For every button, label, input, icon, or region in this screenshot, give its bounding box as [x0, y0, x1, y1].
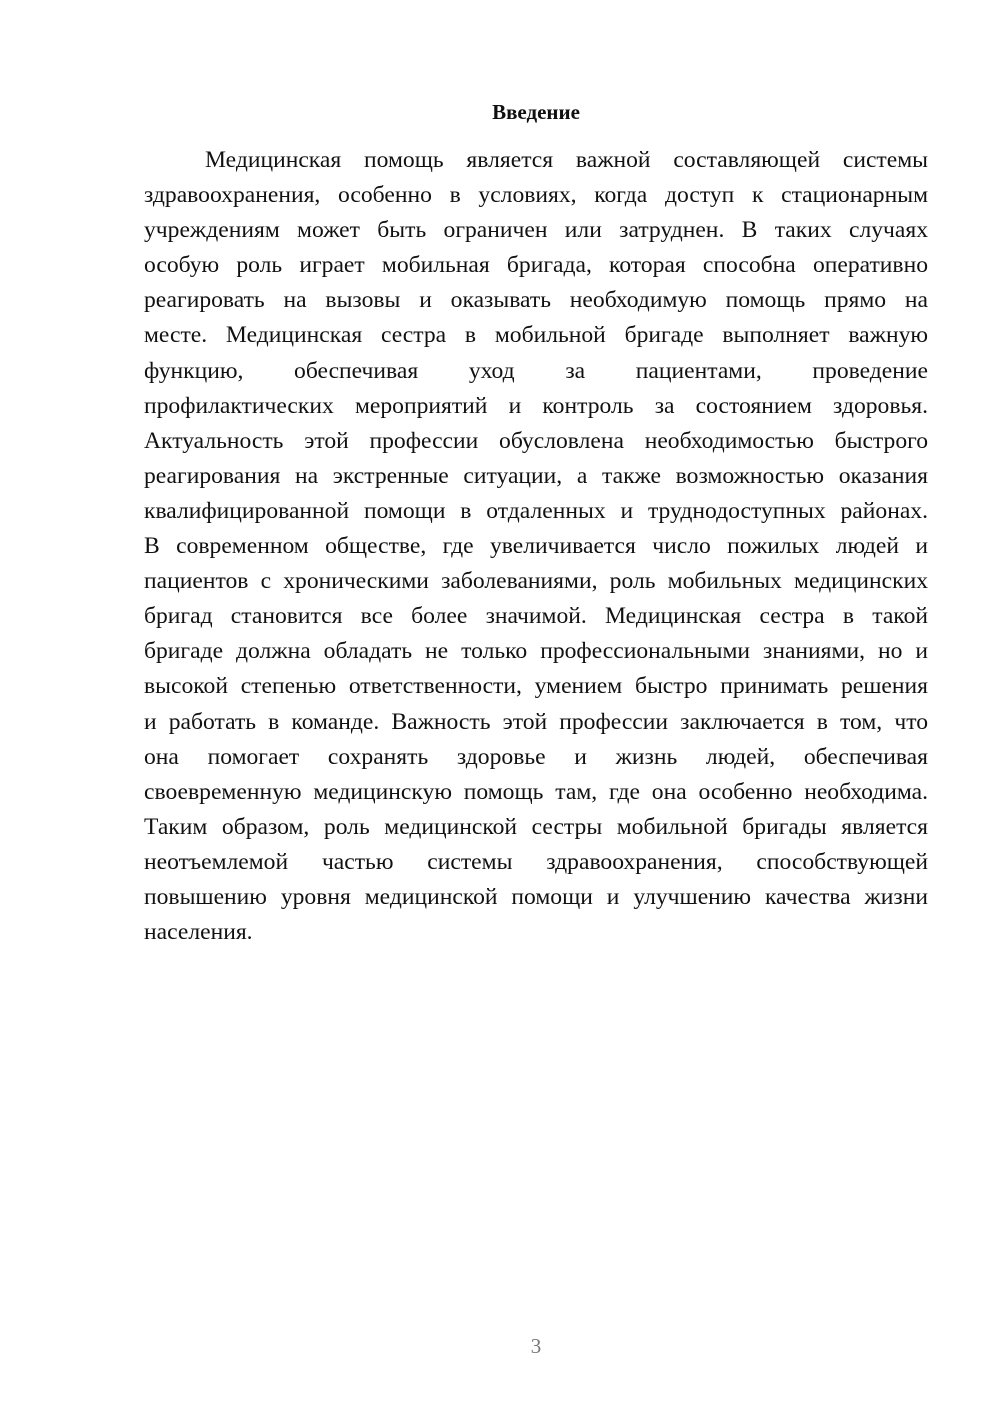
paragraph-line: пациентов с хроническими заболеваниями, роль мобильных медицинских — [144, 568, 928, 595]
paragraph-line: бригад становится все более значимой. Медицинская сестра в такой — [144, 603, 928, 630]
page-number: 3 — [530, 1334, 542, 1358]
section-heading: Введение — [492, 100, 580, 124]
paragraph-line: квалифицированной помощи в отдаленных и труднодоступных районах. — [144, 497, 928, 524]
paragraph-line: она помогает сохранять здоровье и жизнь людей, обеспечивая — [144, 743, 928, 770]
paragraph-line: и работать в команде. Важность этой профессии заключается в том, что — [144, 708, 928, 735]
paragraph-line: бригаде должна обладать не только профессиональными знаниями, но и — [144, 638, 928, 665]
paragraph-line: профилактических мероприятий и контроль за состоянием здоровья. — [144, 392, 928, 419]
paragraph-line: неотъемлемой частью системы здравоохранения, способствующей — [144, 848, 928, 875]
paragraph-line: реагировать на вызовы и оказывать необходимую помощь прямо на — [144, 287, 928, 314]
paragraph-line: функцию, обеспечивая уход за пациентами, проведение — [144, 357, 928, 384]
paragraph-line: повышению уровня медицинской помощи и улучшению качества жизни — [144, 883, 928, 910]
paragraph-line: Актуальность этой профессии обусловлена необходимостью быстрого — [144, 427, 928, 454]
paragraph-line: учреждениям может быть ограничен или затруднен. В таких случаях — [144, 217, 928, 244]
paragraph-line: высокой степенью ответственности, умением быстро принимать решения — [144, 673, 928, 700]
paragraph-line: реагирования на экстренные ситуации, а также возможностью оказания — [144, 462, 928, 489]
paragraph-line: месте. Медицинская сестра в мобильной бригаде выполняет важную — [144, 322, 928, 349]
paragraph-line: здравоохранения, особенно в условиях, когда доступ к стационарным — [144, 182, 928, 209]
paragraph-line: Медицинская помощь является важной составляющей системы — [205, 147, 928, 173]
paragraph-line: особую роль играет мобильная бригада, которая способна оперативно — [144, 252, 928, 279]
paragraph-line: В современном обществе, где увеличивается число пожилых людей и — [144, 533, 928, 560]
paragraph-line: Таким образом, роль медицинской сестры мобильной бригады является — [144, 813, 928, 840]
paragraph-line: населения. — [144, 919, 253, 946]
body-paragraph — [144, 143, 928, 950]
paragraph-line: своевременную медицинскую помощь там, где она особенно необходима. — [144, 778, 928, 805]
